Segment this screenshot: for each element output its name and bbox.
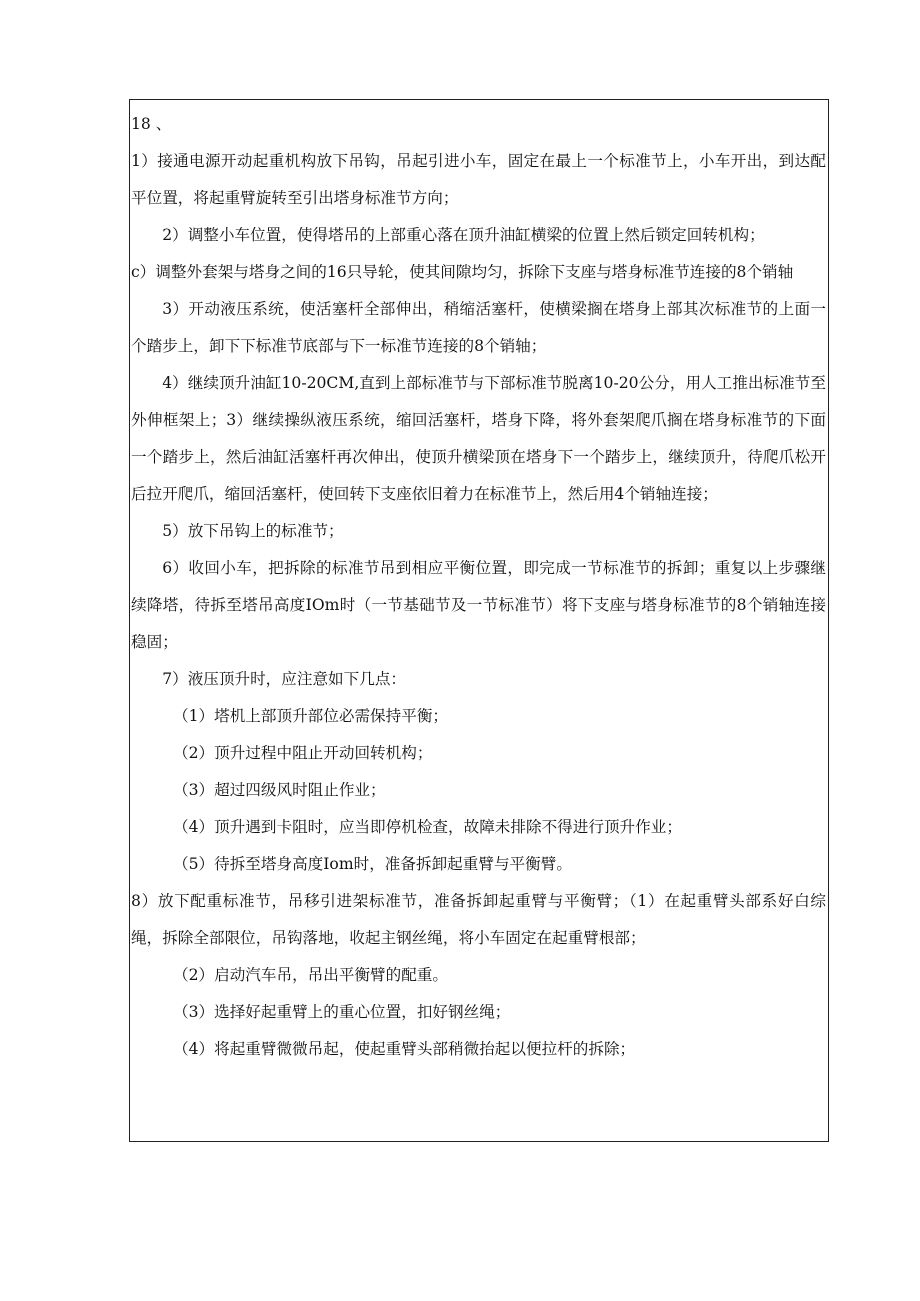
- paragraph-1: 1）接通电源开动起重机构放下吊钩，吊起引进小车，固定在最上一个标准节上，小车开出，到达配平位置，将起重臂旋转至引出塔身标准节方向；: [131, 152, 826, 207]
- paragraph-5: 4）继续顶升油缸10-20CM,直到上部标准节与下部标准节脱离10-20公分，用人工推出标准节至外伸框架上；3）继续操纵液压系统，缩回活塞杆，塔身下降，将外套架爬爪搁在塔身标准节的下面一个踏步上，然后油缸活塞杆再次伸出，使顶升横梁顶在塔身下一个踏步上，继续顶升，待爬爪松开后拉开爬爪，缩回活塞杆，使回转下支座依旧着力在标准节上，然后用4个销轴连接；: [131, 374, 826, 503]
- paragraph-6: 5）放下吊钩上的标准节；: [162, 522, 344, 540]
- paragraph-8: 7）液压顶升时，应注意如下几点：: [162, 670, 407, 688]
- paragraph-12: （4）顶升遇到卡阻时，应当即停机检查，故障未排除不得进行顶升作业；: [173, 818, 682, 836]
- paragraph-13: （5）待拆至塔身高度Iom时，准备拆卸起重臂与平衡臂。: [173, 855, 572, 873]
- paragraph-17: （4）将起重臂微微吊起，使起重臂头部稍微抬起以便拉杆的拆除；: [173, 1040, 636, 1058]
- paragraph-11: （3）超过四级风时阻止作业；: [173, 781, 386, 799]
- paragraph-10: （2）顶升过程中阻止开动回转机构；: [173, 744, 433, 762]
- paragraph-16: （3）选择好起重臂上的重心位置，扣好钢丝绳；: [173, 1003, 511, 1021]
- document-body: [131, 106, 826, 1068]
- paragraph-3: c）调整外套架与塔身之间的16只导轮，使其间隙均匀，拆除下支座与塔身标准节连接的8个销轴: [131, 263, 794, 281]
- paragraph-14: 8）放下配重标准节，吊移引进架标准节，准备拆卸起重臂与平衡臂；（1）在起重臂头部系好白综绳，拆除全部限位，吊钩落地，收起主钢丝绳，将小车固定在起重臂根部；: [131, 892, 826, 947]
- paragraph-7: 6）收回小车，把拆除的标准节吊到相应平衡位置，即完成一节标准节的拆卸；重复以上步骤继续降塔，待拆至塔吊高度IOm时（一节基础节及一节标准节）将下支座与塔身标准节的8个销轴连接稳固；: [131, 559, 826, 651]
- paragraph-4: 3）开动液压系统，使活塞杆全部伸出，稍缩活塞杆，使横梁搁在塔身上部其次标准节的上面一个踏步上，卸下下标准节底部与下一标准节连接的8个销轴；: [131, 300, 826, 355]
- paragraph-0: 18 、: [131, 115, 172, 133]
- paragraph-9: （1）塔机上部顶升部位必需保持平衡；: [173, 707, 449, 725]
- paragraph-2: 2）调整小车位置，使得塔吊的上部重心落在顶升油缸横梁的位置上然后锁定回转机构；: [162, 226, 765, 244]
- paragraph-15: （2）启动汽车吊，吊出平衡臂的配重。: [173, 966, 449, 984]
